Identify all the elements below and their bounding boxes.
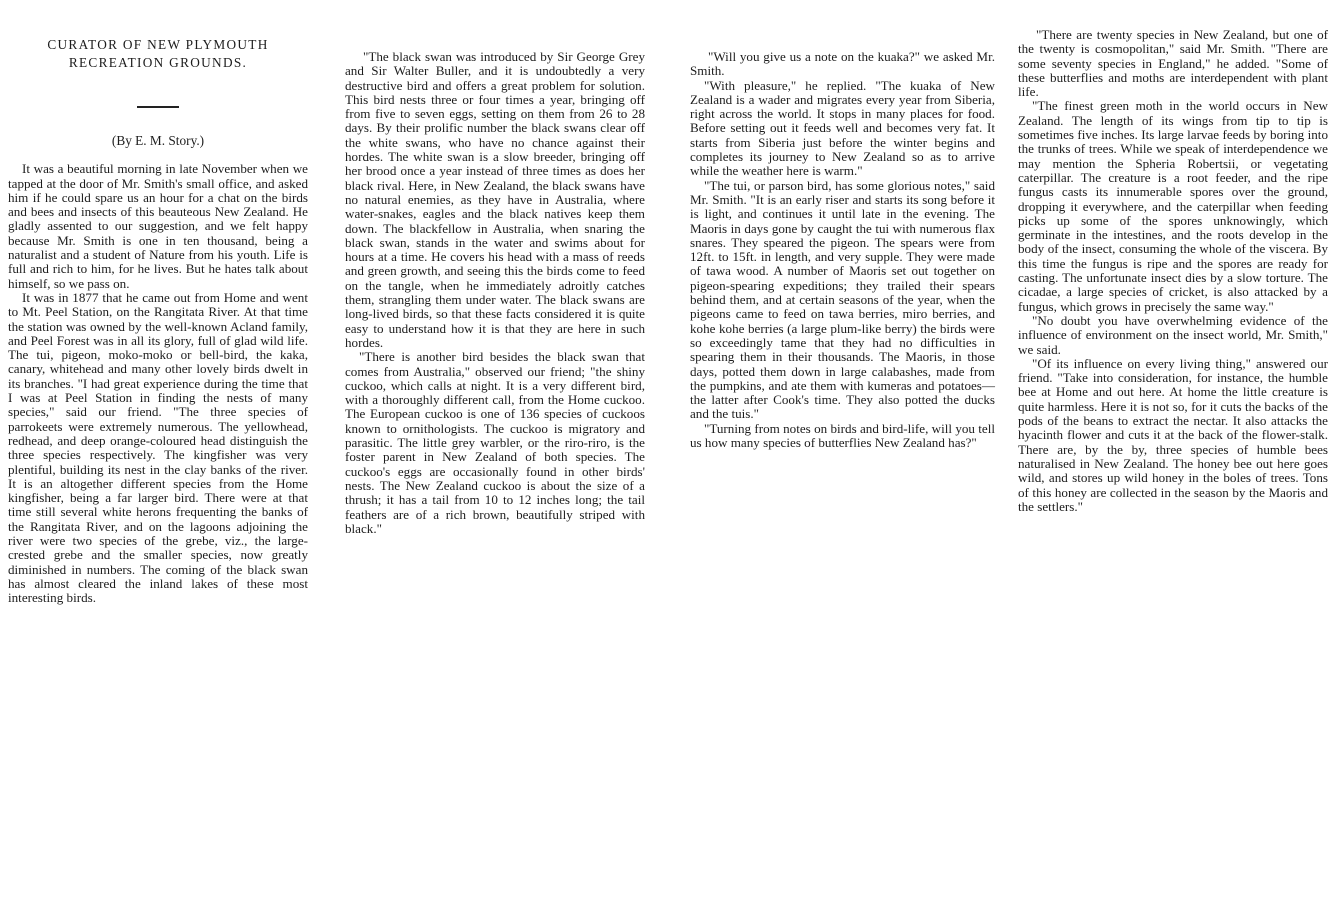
paragraph: "Turning from notes on birds and bird-life, will you tell us how many species of butterflies New Zealand has?" — [690, 420, 995, 451]
paragraph: It was a beautiful morning in late November when we tapped at the door of Mr. Smith's small office, and asked him if he could spare us an hour for a chat on the birds and bees and insects of this beauteous New Zealand. He gladly assented to our suggestion, and we felt happy because Mr. Smith is one in ten thousand, being a naturalist and a student of Nature from his youth. Life is full and rich to him, for he lives. But he hates talk about himself, so we pass on. — [8, 161, 308, 291]
byline: (By E. M. Story.) — [111, 133, 205, 148]
headline-line-2: RECREATION GROUNDS. — [68, 55, 248, 70]
paragraph: "No doubt you have overwhelming evidence of the influence of environment on the insect world, Mr. Smith," we said. — [1018, 312, 1328, 357]
paragraph: "Will you give us a note on the kuaka?" we asked Mr. Smith. — [690, 49, 995, 79]
paragraph: "The finest green moth in the world occurs in New Zealand. The length of its wings from tip to tip is sometimes five inches. Its large larvae feeds by boring into the trunks of trees. While we speak of interdependence we may mention the Spheria Robertsii, or vegetating caterpillar. The creature is a root feeder, and the ripe fungus casts its innumerable spores over the ground, dropping it everywhere, and the caterpillar when feeding picks up some of the spores unknowingly, which germinate in the intestines, and the roots develop in the body of the insect, consuming the whole of the viscera. By this time the fungus is ripe and the spores are ready for casting. The unfortunate insect dies by a slow torture. The cicadae, a large species of cricket, is also attacked by a fungus, which grows in precisely the same way." — [1018, 98, 1328, 314]
paragraph: "Of its influence on every living thing," answered our friend. "Take into consideration, for instance, the humble bee at Home and out here. At home the little creature is quite harmless. Here it is not so, for it cuts the backs of the pods of the beans to extract the nectar. It also attacks the hyacinth flower and cuts it at the back of the flower-stalk. There are, by the by, three species of humble bees naturalised in New Zealand. The honey bee out here goes wild, and stores up wild honey in the boles of trees. Tons of this honey are collected in the season by the Maoris and the settlers." — [1018, 355, 1328, 514]
headline-rule — [137, 106, 179, 108]
column-2 — [345, 50, 645, 536]
paragraph: "The black swan was introduced by Sir George Grey and Sir Walter Buller, and it is undoubtedly a very destructive bird and offers a great problem for solution. This bird nests three or four times a year, bringing off from five to seven eggs, setting on them from 26 to 28 days. By their prolific number the black swans clear off the white swans, who have no chance against their hordes. The white swan is a slow breeder, bringing off her brood once a year instead of three times as does her black rival. Here, in New Zealand, the black swans have no natural enemies, as they have in Australia, where water-snakes, eagles and the black natives keep them down. The blackfellow in Australia, when snaring the black swan, stands in the water and swims about for hours at a time. He covers his head with a mass of reeds and green growth, and seeing this the birds come to feed on the tangle, when he immediately adroitly catches them, strangling them under water. The black swans are long-lived birds, so that these facts considered it is quite easy to understand how it is that they are here in such hordes. — [345, 49, 645, 350]
paragraph: "There is another bird besides the black swan that comes from Australia," observed our friend; "the shiny cuckoo, which calls at night. It is a very different bird, with a thoroughly different call, from the Home cuckoo. The European cuckoo is one of 136 species of cuckoos known to ornithologists. The cuckoo is migratory and parasitic. The little grey warbler, or the riro-riro, is the foster parent in New Zealand of both species. The cuckoo's eggs are occasionally found in other birds' nests. The New Zealand cuckoo is about the size of a thrush; it has a tail from 10 to 12 inches long; the tail feathers are of a rich brown, beautifully striped with black." — [345, 349, 645, 536]
paragraph: It was in 1877 that he came out from Home and went to Mt. Peel Station, on the Rangitata River. At that time the station was owned by the well-known Acland family, and Peel Forest was in all its glory, full of glad wild life. The tui, pigeon, moko-moko or bell-bird, the kaka, canary, whitehead and many other lovely birds dwelt in its branches. "I had great experience during the time that I was at Peel Station in finding the nests of many species," said our friend. "The three species of parrokeets were extremely numerous. The yellowhead, redhead, and deep orange-coloured head distinguish the three species respectively. The kingfisher was very plentiful, building its nest in the clay banks of the river. It is an altogether different species from the Home kingfisher, being a far larger bird. There were at that time still several white herons frequenting the banks of the Rangitata River, and on the lagoons adjoining the river were two species of the grebe, viz., the large-crested grebe and the smaller species, now greatly diminished in numbers. The coming of the black swan has almost cleared the inland lakes of these most interesting birds. — [8, 289, 308, 606]
headline-line-1: CURATOR OF NEW PLYMOUTH — [47, 37, 269, 52]
headline — [8, 36, 308, 72]
paragraph: "There are twenty species in New Zealand, but one of the twenty is cosmopolitan," said Mr. Smith. "There are some seventy species in England," he added. "Some of these butterflies and moths are interdependent with plant life. — [1018, 27, 1328, 100]
column-1 — [8, 36, 308, 606]
column-4 — [1018, 28, 1328, 514]
column-3 — [690, 50, 995, 450]
paragraph: "The tui, or parson bird, has some glorious notes," said Mr. Smith. "It is an early riser and starts its song before it is light, and continues it until late in the evening. The Maoris in days gone by caught the tui with numerous flax snares. They speared the pigeon. The spears were from 12ft. to 15ft. in length, and very supple. They were made of tawa wood. A number of Maoris set out together on pigeon-spearing expeditions; they trailed their spears behind them, and at certain seasons of the year, when the pigeons came to feed on tawa berries, miro berries, and kohe kohe berries (a large plum-like berry) the birds were so exceedingly tame that they had no difficulties in spearing them in their thousands. The Maoris, in those days, potted them down in large calabashes, made from the pumpkins, and ate them with kumeras and potatoes—the latter after Cook's time. They also potted the ducks and the tuis." — [690, 177, 995, 422]
paragraph: "With pleasure," he replied. "The kuaka of New Zealand is a wader and migrates every year from Siberia, right across the world. It stops in many places for food. Before setting out it feeds well and becomes very fat. It starts from Siberia just before the winter begins and completes its journey to New Zealand so as to arrive while the weather here is warm." — [690, 77, 995, 179]
